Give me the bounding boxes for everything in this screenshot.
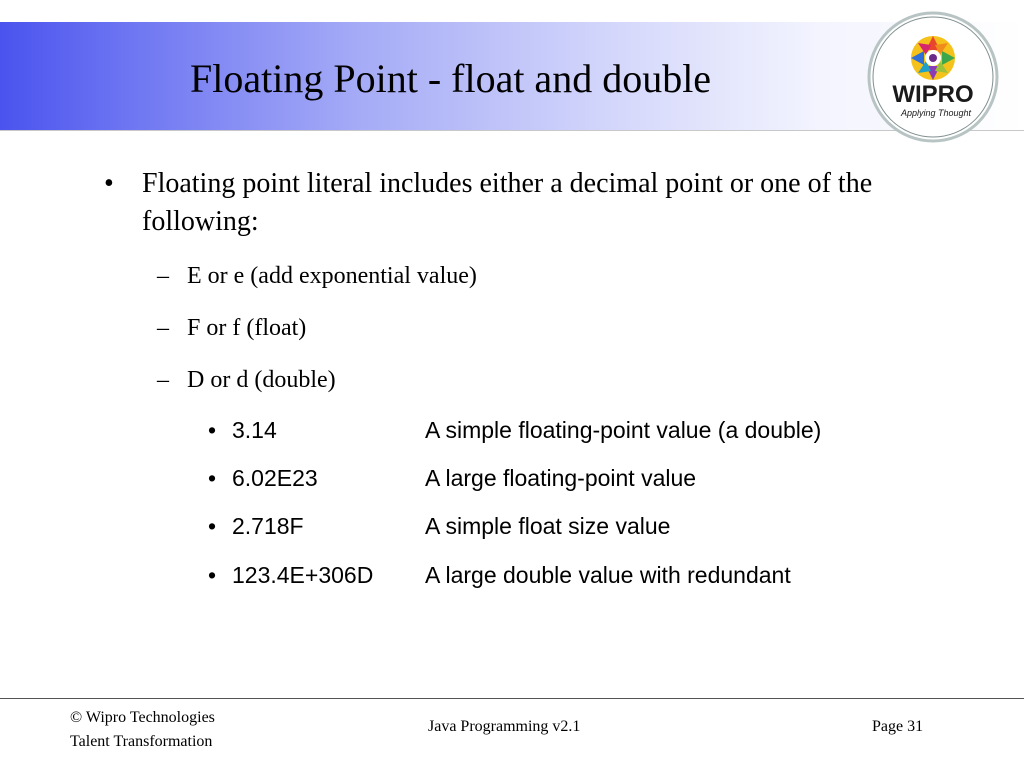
footer-page-number: Page 31 bbox=[872, 718, 924, 735]
example-literal: 123.4E+306D bbox=[232, 562, 374, 588]
sub-bullet-text: D or d (double) bbox=[187, 367, 336, 393]
example-literal: 2.718F bbox=[232, 513, 304, 539]
main-bullet-text: Floating point literal includes either a decimal point or one of the following: bbox=[142, 168, 873, 237]
dash-icon: – bbox=[157, 315, 169, 341]
sub-bullet-text: E or e (add exponential value) bbox=[187, 263, 477, 289]
logo-brand: WIPRO bbox=[892, 81, 974, 108]
dash-icon: – bbox=[157, 367, 169, 393]
bullet-icon: • bbox=[104, 168, 114, 199]
bullet-icon: • bbox=[208, 513, 217, 539]
footer-copyright: © Wipro Technologies bbox=[70, 709, 215, 726]
footer-course: Java Programming v2.1 bbox=[428, 718, 581, 735]
example-literal: 3.14 bbox=[232, 417, 277, 443]
sub-bullet-text: F or f (float) bbox=[187, 315, 307, 341]
logo-tagline: Applying Thought bbox=[900, 108, 972, 118]
example-description: A large double value with redundant bbox=[425, 562, 791, 588]
bullet-icon: • bbox=[208, 465, 217, 491]
example-description: A simple float size value bbox=[425, 513, 671, 539]
dash-icon: – bbox=[157, 263, 169, 289]
example-description: A large floating-point value bbox=[425, 465, 697, 491]
example-description: A simple floating-point value (a double) bbox=[425, 417, 822, 443]
slide-title: Floating Point - float and double bbox=[190, 56, 712, 101]
footer-divider bbox=[0, 698, 1024, 699]
footer-department: Talent Transformation bbox=[70, 733, 213, 750]
bullet-icon: • bbox=[208, 562, 217, 588]
bullet-icon: • bbox=[208, 417, 217, 443]
example-literal: 6.02E23 bbox=[232, 465, 318, 491]
